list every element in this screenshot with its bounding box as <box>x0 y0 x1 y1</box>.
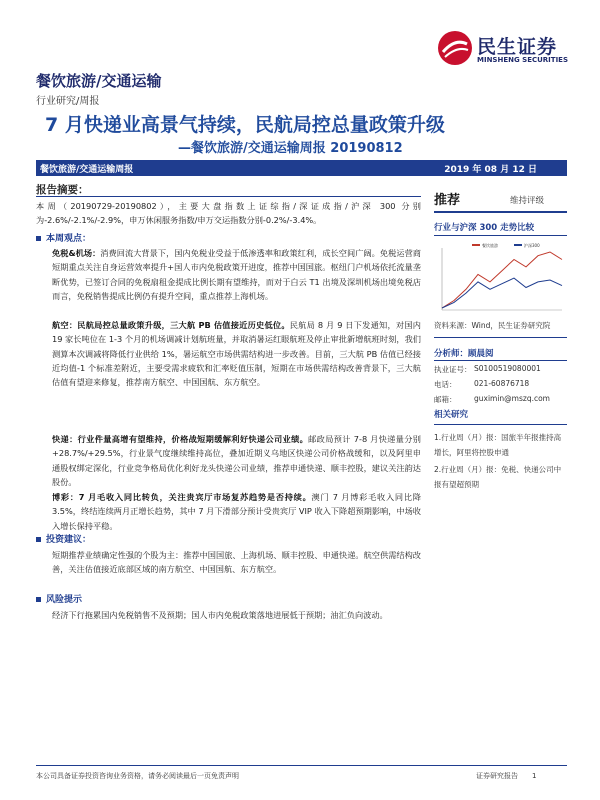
chart-source: 资料来源：Wind，民生证券研究院 <box>434 321 551 330</box>
legend-label-0: 餐饮旅游 <box>482 243 498 248</box>
logo-text-cn: 民生证券 <box>477 36 558 58</box>
related-item[interactable]: 2.行业周（月）报：免税、快递公司中报有望超预期 <box>434 465 562 489</box>
report-subcategory: 行业研究/周报 <box>36 96 100 107</box>
chart-title: 行业与沪深 300 走势比较 <box>434 223 535 233</box>
bullet-square-icon <box>36 537 41 542</box>
analyst-row <box>434 364 472 375</box>
logo-emblem-icon <box>437 30 473 66</box>
paragraph-head: 博彩：7 月毛收入同比转负，关注贵宾厅市场复苏趋势是否持续。 <box>52 492 312 502</box>
analyst-value: 021-60876718 <box>474 379 530 388</box>
paragraph-text: 澳门 7 月博彩毛收入同比降 3.5%，终结连续两月正增长趋势，其中 7 月下滑部分预计受贵宾厅 VIP 收入下降超预期影响，中场收入增长保持平稳。 <box>52 492 421 531</box>
logo-text-en: MINSHENG SECURITIES <box>477 56 568 64</box>
analyst-key: 执业证号： <box>434 365 472 374</box>
report-category: 餐饮旅游/交通运输 <box>36 72 162 90</box>
paragraph-text: 民航局 8 月 9 日下发通知，对国内 19 家长吨位在 1-3 个月的机场调减计划航班量，并取消暑运红眼航班及停止审批新增航班时刻，我们测算本次调减将降低行业供给 1%，暑运航空市场供需结构进一步改善。目前，三大航 PB 估值已经接近均值-1 个标准差附近，主要受需求疲软和汇率贬值压制，短期在市场供需结构改善背景下，三大航估值有望迎来修复，推荐南方航空、中国国航、东方航空。 <box>52 320 421 388</box>
related-heading: 相关研究 <box>434 410 469 420</box>
advice-paragraph: 短期推荐业绩确定性强的个股为主：推荐中国国旅、上海机场、顺丰控股、申通快递。航空供需结构改善，关注估值接近底部区域的南方航空、中国国航、东方航空。 <box>52 550 421 575</box>
related-item[interactable]: 1.行业周（月）报：国旅半年报推持高增长，阿里将控股申通 <box>434 433 562 457</box>
risk-paragraph: 经济下行拖累国内免税销售不及预期；国人市内免税政策落地进展低于预期；油汇负向波动。 <box>52 610 388 620</box>
paragraph-gaming <box>52 490 421 533</box>
divider <box>36 196 421 197</box>
legend-swatch-0 <box>472 244 480 246</box>
footer-disclaimer: 本公司具备证券投资咨询业务资格，请务必阅读最后一页免责声明 <box>36 772 239 780</box>
analyst-value: S0100519080001 <box>474 364 541 373</box>
paragraph-head: 免税&机场： <box>52 248 101 258</box>
section-advice-label: 投资建议： <box>46 535 92 545</box>
section-views-label: 本周观点： <box>46 234 92 244</box>
analyst-key: 电话： <box>434 380 457 389</box>
divider <box>434 211 567 213</box>
section-risk <box>36 592 82 605</box>
report-subtitle: —餐饮旅游/交通运输周报 20190812 <box>178 141 403 156</box>
band-date: 2019 年 08 月 12 日 <box>444 165 537 175</box>
divider <box>434 360 567 361</box>
rating-type: 维持评级 <box>510 196 545 206</box>
legend-label-1: 沪深300 <box>524 243 540 248</box>
section-views <box>36 231 91 244</box>
report-title: 7 月快递业高景气持续，民航局控总量政策升级 <box>45 114 445 136</box>
chart-bg <box>434 240 567 316</box>
bullet-square-icon <box>36 236 41 241</box>
trend-chart <box>434 240 567 316</box>
paragraph-head: 快递：行业件量高增有望维持，价格战短期缓解利好快递公司业绩。 <box>52 434 309 444</box>
band-title: 餐饮旅游/交通运输周报 <box>40 165 134 175</box>
divider <box>434 424 567 425</box>
analyst-row <box>434 379 457 390</box>
intro-paragraph: 本周（20190729-20190802），主要大盘指数上证综指/深证成指/沪深 300 分别为-2.6%/-2.1%/-2.9%，申万休闲服务指数/申万交运指数分别-0.2%/-3.4%。 <box>36 201 421 226</box>
section-risk-label: 风险提示 <box>46 595 83 605</box>
paragraph-aviation <box>52 318 421 389</box>
paragraph-express <box>52 432 421 489</box>
footer-divider <box>36 765 567 766</box>
paragraph-head: 航空：民航局控总量政策升级，三大航 PB 估值接近历史低位。 <box>52 320 290 330</box>
paragraph-duty-free <box>52 246 421 303</box>
logo <box>437 30 577 70</box>
divider <box>434 337 567 338</box>
divider <box>434 235 567 236</box>
footer-page: 证券研究报告 1 <box>476 772 537 780</box>
analyst-row <box>434 394 457 405</box>
trend-chart-svg <box>434 240 567 316</box>
header-band <box>36 160 567 176</box>
paragraph-text: 消费回流大背景下，国内免税业受益于低渗透率和政策红利，成长空间广阔。免税运营商短期重点关注自身运营效率提升+国人市内免税政策开进度，推荐中国国旅。枢纽门户机场依托流量垄断优势，已签订合同的免税扇租金提成比例长期有望维持，而对于白云 T1 出境及深圳机场出境免税店而言，免税销售提成比例仍有提升空间，重点推荐上海机场。 <box>52 248 421 301</box>
legend-swatch-1 <box>514 244 522 246</box>
section-advice <box>36 532 91 545</box>
bullet-square-icon <box>36 597 41 602</box>
paragraph-text: 邮政局预计 7-8 月快递量分别+28.7%/+29.5%，行业景气度继续维持高位，叠加近期义乌地区快递公司价格战缓和，以及阿里申通股权绑定深化，行业竞争格局优化利好龙头快递公司业绩，推荐申通快递、顺丰控股，建议关注韵达股份。 <box>52 434 421 487</box>
analyst-key: 邮箱： <box>434 395 457 404</box>
analyst-email[interactable]: guximin@mszq.com <box>474 394 550 403</box>
summary-heading: 报告摘要： <box>36 184 89 196</box>
rating-label: 推荐 <box>434 193 461 208</box>
analyst-heading: 分析师：顾晨阅 <box>434 349 494 359</box>
